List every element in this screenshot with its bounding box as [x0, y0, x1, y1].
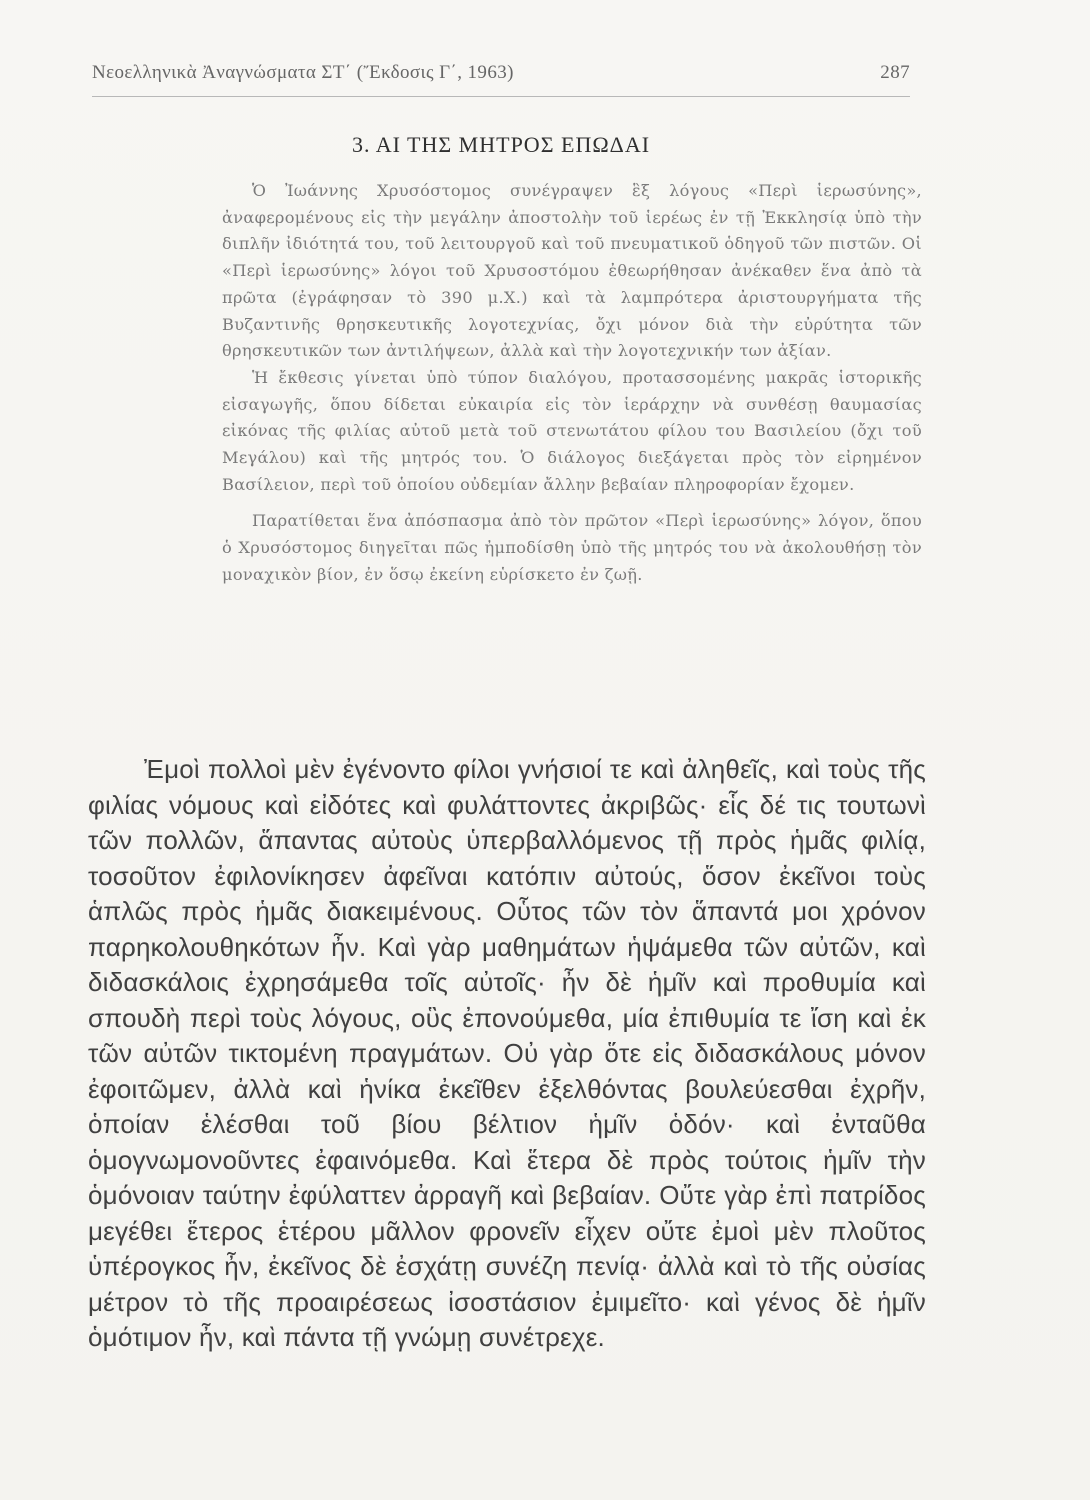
- intro-section: [222, 178, 922, 589]
- running-head: [92, 62, 910, 90]
- intro-paragraph-3: Παρατίθεται ἕνα ἀπόσπασμα ἀπὸ τὸν πρῶτον «Περὶ ἱερωσύνης» λόγον, ὅπου ὁ Χρυσόστομος διηγεῖται πῶς ἠμποδίσθη ὑπὸ τῆς μητρός του νὰ ἀκολουθήσῃ τὸν μοναχικὸν βίον, ἐν ὅσῳ ἐκείνη εὑρίσκετο ἐν ζωῇ.: [222, 511, 922, 584]
- page-number: 287: [880, 62, 910, 83]
- chapter-title: 3. ΑΙ ΤΗΣ ΜΗΤΡΟΣ ΕΠΩΔΑΙ: [351, 132, 651, 157]
- excerpt-section: [88, 752, 926, 1356]
- intro-paragraph-2: Ἡ ἔκθεσις γίνεται ὑπὸ τύπον διαλόγου, προτασσομένης μακρᾶς ἱστορικῆς εἰσαγωγῆς, ὅπου δίδεται εὐκαιρία εἰς τὸν ἱεράρχην νὰ συνθέσῃ θαυμασίας εἰκόνας τῆς φιλίας αὐτοῦ μετὰ τοῦ στενωτάτου φίλου του Βασιλείου (ὄχι τοῦ Μεγάλου) καὶ τῆς μητρός του. Ὁ διάλογος διεξάγεται πρὸς τὸν εἰρημένον Βασίλειον, περὶ τοῦ ὁποίου οὐδεμίαν ἄλλην βεβαίαν πληροφορίαν ἔχομεν.: [222, 367, 922, 494]
- excerpt-paragraph: Ἐμοὶ πολλοὶ μὲν ἐγένοντο φίλοι γνήσιοί τε καὶ ἀληθεῖς, καὶ τοὺς τῆς φιλίας νόμους καὶ εἰδότες καὶ φυλάττοντες ἀκριβῶς· εἷς δέ τις τουτωνὶ τῶν πολλῶν, ἅπαντας αὐτοὺς ὑπερβαλλόμενος τῇ πρὸς ἡμᾶς φιλίᾳ, τοσοῦτον ἐφιλονίκησεν ἀφεῖναι κατόπιν αὐτούς, ὅσον ἐκεῖνοι τοὺς ἁπλῶς πρὸς ἡμᾶς διακειμένους. Οὗτος τῶν τὸν ἅπαντά μοι χρόνον παρηκολουθηκότων ἦν. Καὶ γὰρ μαθημάτων ἡψάμεθα τῶν αὐτῶν, καὶ διδασκάλοις ἐχρησάμεθα τοῖς αὐτοῖς· ἦν δὲ ἡμῖν καὶ προθυμία καὶ σπουδὴ περὶ τοὺς λόγους, οὓς ἐπονούμεθα, μία ἐπιθυμία τε ἴση καὶ ἐκ τῶν αὐτῶν τικτομένη πραγμάτων. Οὐ γὰρ ὅτε εἰς διδασκάλους μόνον ἐφοιτῶμεν, ἀλλὰ καὶ ἡνίκα ἐκεῖθεν ἐξελθόντας βουλεύεσθαι ἐχρῆν, ὁποίαν ἑλέσθαι τοῦ βίου βέλτιον ἡμῖν ὁδόν· καὶ ἐνταῦθα ὁμογνωμονοῦντες ἐφαινόμεθα. Καὶ ἕτερα δὲ πρὸς τούτοις ἡμῖν τὴν ὁμόνοιαν ταύτην ἐφύλαττεν ἀρραγῆ καὶ βεβαίαν. Οὔτε γὰρ ἐπὶ πατρίδος μεγέθει ἕτερος ἑτέρου μᾶλλον φρονεῖν εἶχεν οὔτε ἐμοὶ μὲν πλοῦτος ὑπέρογκος ἦν, ἐκεῖνος δὲ ἐσχάτῃ συνέζη πενίᾳ· ἀλλὰ καὶ τὸ τῆς οὐσίας μέτρον τὸ τῆς προαιρέσεως ἰσοστάσιον ἐμιμεῖτο· καὶ γένος δὲ ἡμῖν ὁμότιμον ἦν, καὶ πάντα τῇ γνώμῃ συνέτρεχε.: [88, 754, 926, 1352]
- running-title: Νεοελληνικὰ Ἀναγνώσματα ΣΤ΄ (Ἔκδοσις Γ΄, 1963): [92, 62, 514, 83]
- header-rule: [92, 96, 910, 97]
- intro-paragraph-1: Ὁ Ἰωάννης Χρυσόστομος συνέγραψεν ἓξ λόγους «Περὶ ἱερωσύνης», ἀναφερομένους εἰς τὴν μεγάλην ἀποστολὴν τοῦ ἱερέως ἐν τῇ Ἐκκλησίᾳ ὑπὸ τὴν διπλῆν ἰδιότητά του, τοῦ λειτουργοῦ καὶ τοῦ πνευματικοῦ ὁδηγοῦ τῶν πιστῶν. Οἱ «Περὶ ἱερωσύνης» λόγοι τοῦ Χρυσοστόμου ἐθεωρήθησαν ἀνέκαθεν ἕνα ἀπὸ τὰ πρῶτα (ἐγράφησαν τὸ 390 μ.Χ.) καὶ τὰ λαμπρότερα ἀριστουργήματα τῆς Βυζαντινῆς θρησκευτικῆς λογοτεχνίας, ὄχι μόνον διὰ τὴν εὐρύτητα τῶν θρησκευτικῶν των ἀντιλήψεων, ἀλλὰ καὶ τὴν λογοτεχνικήν των ἀξίαν.: [222, 181, 922, 361]
